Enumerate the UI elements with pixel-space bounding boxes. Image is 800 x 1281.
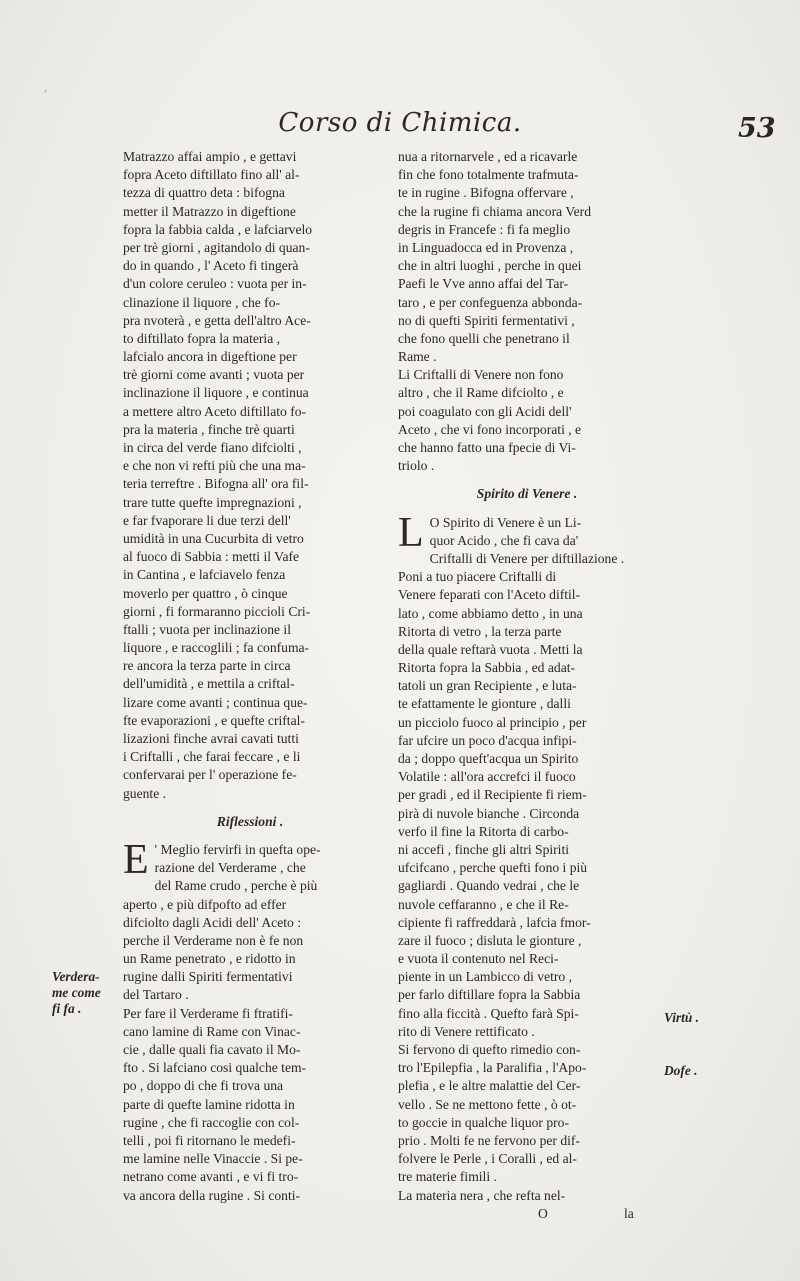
text-line: Li Criftalli di Venere non fono [398, 367, 564, 383]
text-line: al fuoco di Sabbia : metti il Vafe [123, 549, 300, 565]
text-line: Rame . [398, 349, 437, 365]
drop-cap: E [123, 836, 149, 883]
text-line: cano lamine di Rame con Vinac- [123, 1023, 301, 1039]
text-line: netrano come avanti , e vi fi tro- [123, 1169, 299, 1185]
text-line: d'un colore ceruleo : vuota per in- [123, 276, 307, 292]
text-line: to diftillato fopra la materia , [123, 330, 281, 346]
running-head: Corso di Chimica. [278, 108, 522, 138]
text-line: i Criftalli , che farai feccare , e li [123, 749, 301, 765]
text-line: vello . Se ne mettono fette , ò ot- [398, 1096, 577, 1112]
text-line: difciolto dagli Acidi dell' Aceto : [123, 914, 301, 930]
text-line: cipiente fi raffreddarà , lafcia fmor- [398, 914, 591, 930]
text-line: zare il fuoco ; disluta le gionture , [398, 932, 582, 948]
text-line: triolo . [398, 458, 435, 474]
text-line: giorni , fi formaranno piccioli Cri- [123, 603, 311, 619]
text-line: piente in un Lambicco di vetro , [398, 969, 573, 985]
text-line: poi coagulato con gli Acidi dell' [398, 403, 572, 419]
text-line: plefia , e le altre malattie del Cer- [398, 1078, 581, 1094]
text-line: fto . Si lafciano cosi qualche tem- [123, 1060, 307, 1076]
text-line: tre materie fimili . [398, 1169, 497, 1185]
left-dropcap-paragraph [123, 836, 377, 883]
text-line: po , doppo di che fi trova una [123, 1078, 284, 1094]
text-line: perche il Verderame non è fe non [123, 932, 304, 948]
text-line: per farlo diftillare fopra la Sabbia [398, 987, 581, 1003]
text-line: cie , dalle quali fia cavato il Mo- [123, 1042, 301, 1057]
text-line: Per fare il Verderame fi ftratifi- [123, 1005, 293, 1021]
text-line: verfo il fine la Ritorta di carbo- [398, 823, 569, 839]
text-line: rito di Venere rettificato . [398, 1023, 535, 1039]
text-line: parte di quefte lamine ridotta in [123, 1096, 295, 1112]
text-line: in circa del verde fiano difciolti , [123, 440, 302, 455]
text-line: altro , che il Rame difciolto , e [398, 385, 564, 401]
left-paragraph-2 [123, 877, 377, 1204]
text-line: re ancora la terza parte in circa [123, 658, 291, 674]
text-line: Criftalli di Venere per diftillazione . [429, 550, 625, 566]
text-line: ' Meglio fervirfi in quefta ope- [154, 841, 321, 857]
text-line: Paefi le Vve anno affai del Tar- [398, 276, 569, 292]
text-line: La materia nera , che refta nel- [398, 1187, 566, 1203]
text-line: lafcialo ancora in digeftione per [123, 349, 297, 365]
text-line: in Cantina , e lafciavelo fenza [123, 567, 286, 583]
text-line: a mettere altro Aceto diftillato fo- [123, 403, 307, 419]
text-line: to goccie in qualche liquor pro- [398, 1114, 569, 1130]
text-line: folvere le Perle , i Coralli , ed al- [398, 1151, 577, 1167]
text-line: O Spirito di Venere è un Li- [429, 514, 582, 530]
text-line: telli , poi fi ritornano le medefi- [123, 1132, 296, 1148]
text-line: fino alla ficcità . Quefto farà Spi- [398, 1005, 579, 1021]
text-line: e far fvaporare li due terzi dell' [123, 512, 291, 528]
right-dropcap-paragraph [398, 509, 656, 556]
text-line: nua a ritornarvele , ed a ricavarle [398, 149, 578, 164]
text-line: degris in Francefe : fi fa meglio [398, 221, 571, 237]
text-line: pra la materia , finche trè quarti [123, 421, 295, 437]
text-line: ufcifcano , perche quefti fono i più [398, 860, 588, 876]
text-line: razione del Verderame , che [154, 860, 306, 876]
drop-cap: L [398, 509, 424, 556]
text-line: umidità in una Cucurbita di vetro [123, 530, 304, 546]
text-line: aperto , e più difpofto ad effer [123, 896, 287, 912]
text-line: che hanno fatto una fpecie di Vi- [398, 440, 576, 455]
text-line: Venere feparati con l'Aceto diftil- [398, 587, 581, 603]
text-line: va ancora della rugine . Si conti- [123, 1187, 301, 1203]
text-line: pra nvoterà , e getta dell'altro Ace- [123, 312, 311, 328]
margin-note-line: Verdera- [52, 969, 100, 984]
text-line: tro l'Epilepfia , la Paralifia , l'Apo- [398, 1060, 587, 1076]
text-line: per gradi , ed il Recipiente fi riem- [398, 787, 587, 803]
text-line: ftalli ; vuota per inclinazione il [123, 621, 291, 637]
text-line: far ufcire un poco d'acqua infipi- [398, 732, 577, 748]
text-line: e vuota il contenuto nel Reci- [398, 951, 559, 967]
text-line: del Tartaro . [123, 987, 189, 1003]
text-line: fin che fono totalmente trafmuta- [398, 167, 579, 183]
signature-line [398, 1205, 656, 1223]
text-line: Poni a tuo piacere Criftalli di [398, 569, 557, 585]
signature-mark: O [538, 1205, 548, 1221]
text-line: fopra la fabbia calda , e lafciarvelo [123, 221, 313, 237]
text-line: me lamine nelle Vinaccie . Si pe- [123, 1151, 303, 1167]
text-line: trè giorni come avanti ; vuota per [123, 367, 305, 383]
right-paragraph-2 [398, 550, 656, 1205]
text-line: fopra Aceto diftillato fino all' al- [123, 167, 300, 183]
text-line: lato , come abbiamo detto , in una [398, 605, 583, 621]
text-line: Ritorta fopra la Sabbia , ed adat- [398, 660, 576, 676]
text-line: tatoli un gran Recipiente , e luta- [398, 678, 577, 694]
paper-speck: , [44, 83, 48, 94]
page-number: 53 [738, 113, 776, 144]
text-line: un Rame penetrato , e ridotto in [123, 951, 296, 967]
text-line: pirà di nuvole bianche . Circonda [398, 805, 580, 821]
text-line: e che non vi refti più che una ma- [123, 458, 306, 474]
text-line: rugine , che fi raccoglie con col- [123, 1114, 300, 1130]
text-line: trare tutte quefte impregnazioni , [123, 494, 302, 510]
text-line: taro , e per confeguenza abbonda- [398, 294, 583, 310]
text-line: liquore , e raccoglili ; fa confuma- [123, 640, 310, 656]
margin-note-dose: Dofe . [664, 1063, 698, 1078]
text-line: prio . Molti fe ne fervono per dif- [398, 1132, 580, 1148]
text-line: tezza di quattro deta : bifogna [123, 185, 285, 201]
left-heading: Riflessioni . [216, 813, 284, 829]
text-line: Aceto , che vi fono incorporati , e [398, 421, 582, 437]
text-line: fte evaporazioni , e quefte criftal- [123, 712, 305, 728]
text-line: in Linguadocca ed in Provenza , [398, 239, 574, 255]
text-line: dell'umidità , e mettila a criftal- [123, 676, 295, 692]
margin-note-virtu: Virtù . [664, 1010, 699, 1025]
text-line: lizazioni finche avrai cavati tutti [123, 731, 299, 746]
right-heading: Spirito di Venere . [476, 486, 578, 502]
left-column [123, 148, 377, 1205]
text-line: confervarai per l' operazione fe- [123, 767, 297, 783]
right-paragraph-1 [398, 148, 656, 475]
text-line: ni accefi , finche gli altri Spiriti [398, 841, 569, 857]
text-line: gagliardi . Quando vedrai , che le [398, 878, 580, 894]
text-line: do in quando , l' Aceto fi tingerà [123, 258, 299, 274]
margin-note-line: me come [52, 985, 101, 1000]
text-line: lizare come avanti ; continua que- [123, 694, 308, 710]
text-line: che la rugine fi chiama ancora Verd [398, 203, 591, 219]
text-line: clinazione il liquore , che fo- [123, 294, 281, 310]
text-line: no di quefti Spiriti fermentativi , [398, 312, 575, 328]
text-line: teria terreftre . Bifogna all' ora fil- [123, 476, 309, 492]
text-line: te efattamente le gionture , dalli [398, 696, 571, 712]
text-line: inclinazione il liquore , e continua [123, 385, 309, 401]
text-line: che fono quelli che penetrano il [398, 330, 570, 346]
text-line: Ritorta di vetro , la terza parte [398, 623, 562, 639]
right-column [398, 148, 656, 1223]
text-line: Matrazzo affai ampio , e gettavi [123, 149, 297, 164]
text-line: rugine dalli Spiriti fermentativi [123, 969, 293, 985]
text-line: te in rugine . Bifogna offervare , [398, 185, 574, 201]
margin-note-line: fi fa . [52, 1001, 82, 1016]
text-line: che in altri luoghi , perche in quei [398, 258, 582, 274]
text-line: metter il Matrazzo in digeftione [123, 203, 296, 219]
text-line: nuvole ceffaranno , e che il Re- [398, 896, 569, 912]
text-line: Volatile : all'ora accrefci il fuoco [398, 769, 576, 785]
text-line: un picciolo fuoco al principio , per [398, 714, 587, 730]
text-line: moverlo per quattro , ò cinque [123, 585, 288, 601]
text-line: della quale reftarà vuota . Metti la [398, 641, 583, 657]
text-line: quor Acido , che fi cava da' [429, 532, 579, 548]
text-line: del Rame crudo , perche è più [154, 878, 318, 894]
margin-note-verderame [52, 969, 101, 1017]
text-line: da ; doppo queft'acqua un Spirito [398, 751, 579, 766]
left-paragraph-1 [123, 148, 377, 803]
catchword: la [624, 1205, 634, 1221]
text-line: Si fervono di quefto rimedio con- [398, 1042, 581, 1057]
text-line: per trè giorni , agitandolo di quan- [123, 239, 310, 255]
text-line: guente . [123, 785, 167, 801]
